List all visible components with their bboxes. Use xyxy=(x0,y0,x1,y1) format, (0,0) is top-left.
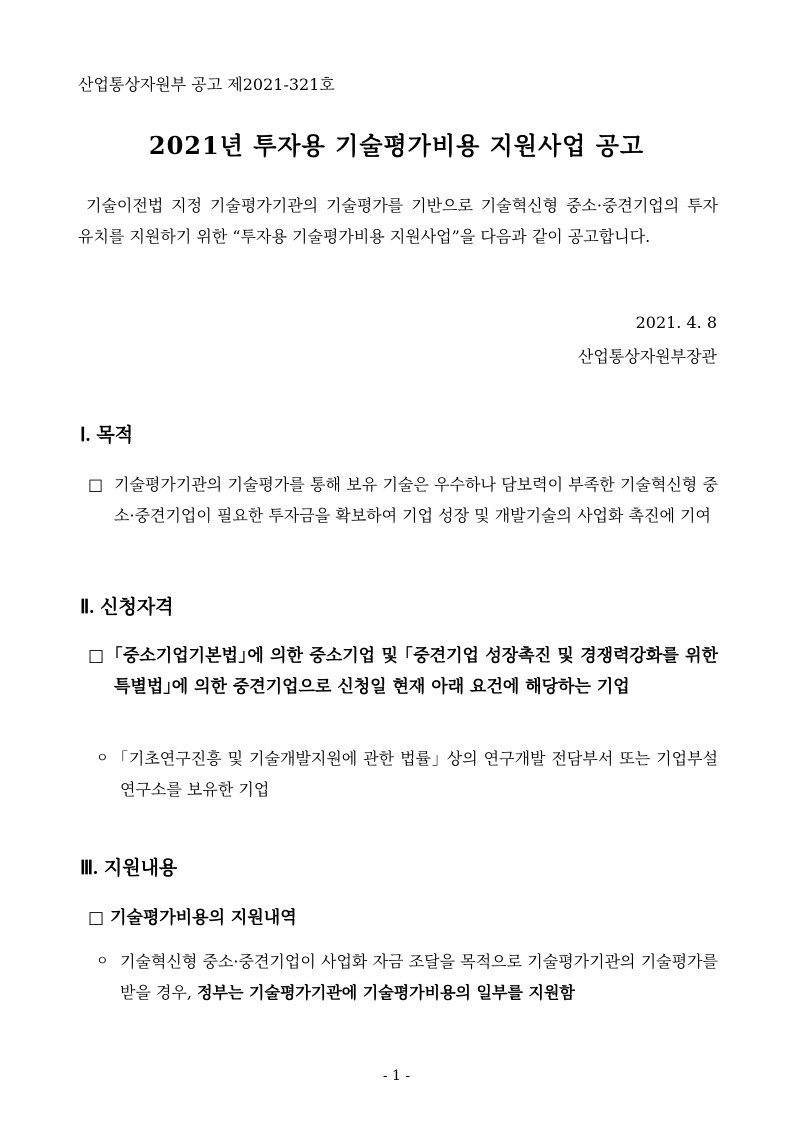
requirement-text: ｢기초연구진흥 및 기술개발지원에 관한 법률｣ 상의 연구개발 전담부서 또는 기업부설연구소를 보유한 기업 xyxy=(120,749,718,799)
purpose-text: 기술평가기관의 기술평가를 통해 보유 기술은 우수하나 담보력이 부족한 기술혁신형 중소·중견기업이 필요한 투자금을 확보하여 기업 성장 및 개발기술의 사업화 촉진에 기여 xyxy=(114,475,718,525)
section-number: Ⅰ. xyxy=(80,425,91,446)
announcement-date: 2021. 4. 8 xyxy=(635,313,717,332)
support-detail-emphasis: 정부는 기술평가기관에 기술평가비용의 일부를 지원함 xyxy=(197,983,575,1002)
document-title: 2021년 투자용 기술평가비용 지원사업 공고 xyxy=(148,131,645,160)
intro-text: 기술이전법 지정 기술평가기관의 기술평가를 기반으로 기술혁신형 중소·중견기업의 투자 유치를 지원하기 위한 “투자용 기술평가비용 지원사업”을 다음과 같이 공고합니다. xyxy=(78,196,718,246)
checkbox-bullet-icon: □ xyxy=(88,646,105,666)
eligibility-item xyxy=(88,641,718,703)
issuer-name: 산업통상자원부장관 xyxy=(577,347,717,366)
eligibility-text: ｢중소기업기본법｣에 의한 중소기업 및 ｢중견기업 성장촉진 및 경쟁력강화를 위한 특별법｣에 의한 중견기업으로 신청일 현재 아래 요건에 해당하는 기업 xyxy=(114,646,718,697)
section-heading-eligibility xyxy=(80,592,174,619)
support-detail xyxy=(96,946,718,1008)
checkbox-bullet-icon: □ xyxy=(88,475,104,494)
section-number: Ⅲ. xyxy=(80,858,98,879)
support-detail-plain: 기술혁신형 중소·중견기업이 사업화 자금 조달을 목적으로 기술평가기관의 기술평가를 받을 경우, xyxy=(120,952,718,1002)
circle-bullet-icon: ㅇ xyxy=(96,751,109,766)
section-heading-support xyxy=(80,853,177,880)
section-title: 목적 xyxy=(96,424,134,446)
section-title: 지원내용 xyxy=(103,857,178,879)
page-number: - 1 - xyxy=(382,1068,411,1084)
section-title: 신청자격 xyxy=(100,596,174,618)
support-detail-text xyxy=(96,946,718,1008)
purpose-item xyxy=(88,469,718,531)
subheading-text: 기술평가비용의 지원내역 xyxy=(110,908,297,928)
intro-paragraph xyxy=(78,190,718,252)
section-number: Ⅱ. xyxy=(80,597,95,618)
checkbox-bullet-icon: □ xyxy=(88,908,105,928)
circle-bullet-icon: ㅇ xyxy=(96,954,109,969)
section-heading-purpose xyxy=(80,420,133,447)
announcement-number: 산업통상자원부 공고 제2021-321호 xyxy=(78,75,335,94)
eligibility-requirement xyxy=(96,743,718,805)
support-subheading xyxy=(88,903,297,928)
